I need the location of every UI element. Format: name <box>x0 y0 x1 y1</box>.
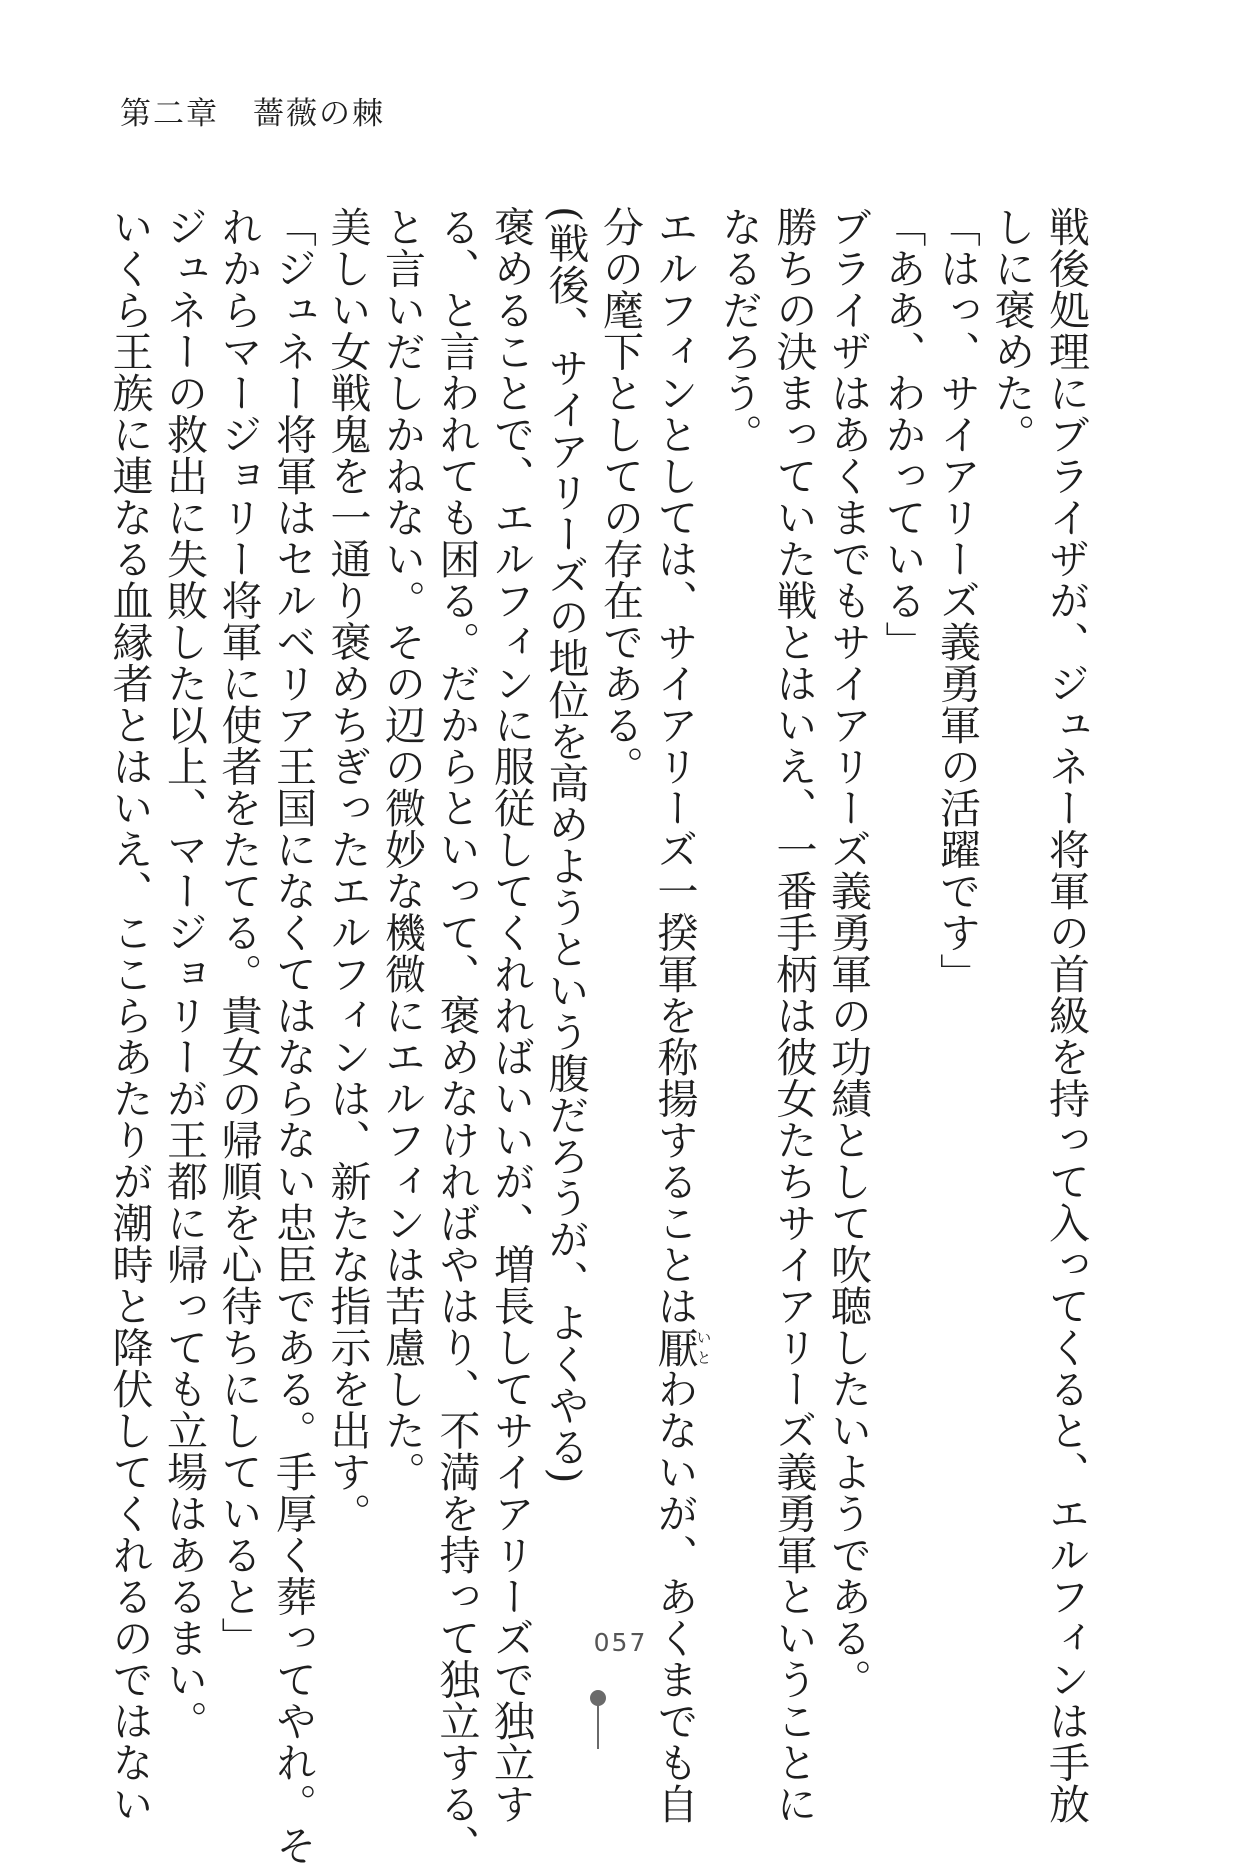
text-line-7: なるだろう。 <box>715 206 763 455</box>
ruby-word <box>650 1326 713 1369</box>
text-line-3: 「はっ、サイアリーズ義勇軍の活躍です」 <box>933 206 981 995</box>
text-line-18: いくら王族に連なる血縁者とはいえ、ここらあたりが潮時と降伏してくれるのではない <box>105 206 154 1825</box>
text-line-11: 褒めることで、エルフィンに服従してくれればいいが、増長してサイアリーズで独立す <box>487 206 535 1825</box>
ruby-line-after: わないが、あくまでも自 <box>650 1368 699 1825</box>
text-line-9: 分の麾下としての存在である。 <box>596 206 644 787</box>
chapter-header <box>120 88 385 133</box>
text-line-17: ジュネーの救出に失敗した以上、マージョリーが王都に帰っても立場はあるまい。 <box>160 206 208 1742</box>
text-line-1: 戦後処理にブライザが、ジュネー将軍の首級を持って入ってくると、エルフィンは手放 <box>1042 206 1090 1825</box>
chapter-number: 第二章 <box>120 96 219 132</box>
text-line-5: ブライザはあくまでもサイアリーズ義勇軍の功績として吹聴したいようである。 <box>824 206 872 1700</box>
text-line-6: 勝ちの決まっていた戦とはいえ、一番手柄は彼女たちサイアリーズ義勇軍ということに <box>769 206 818 1825</box>
text-line-8 <box>647 206 713 1825</box>
text-line-14: 美しい女戦鬼を一通り褒めちぎったエルフィンは、新たな指示を出す。 <box>323 206 372 1534</box>
text-line-15: 「ジュネー将軍はセルベリア王国になくてはならない忠臣である。手厚く葬ってやれ。そ <box>269 206 317 1866</box>
ruby-base: 厭 <box>650 1326 699 1368</box>
ruby-reading: いと <box>694 1326 713 1368</box>
page-number: 057 <box>593 1628 648 1657</box>
text-line-4: 「ああ、わかっている」 <box>878 206 927 663</box>
folio-marker-line <box>597 1704 599 1749</box>
text-line-16: れからマージョリー将軍に使者をたてる。貴女の帰順を心待ちにしていると」 <box>214 206 263 1659</box>
text-line-10: (戦後、サイアリーズの地位を高めようという腹だろうが、よくやる) <box>541 206 590 1484</box>
chapter-title: 薔薇の棘 <box>253 96 385 132</box>
text-line-13: と言いだしかねない。その辺の微妙な機微にエルフィンは苦慮した。 <box>378 206 426 1493</box>
ruby-line-before: エルフィンとしては、サイアリーズ一揆軍を称揚することは <box>650 206 699 1327</box>
text-line-2: しに褒めた。 <box>987 206 1036 455</box>
text-line-12: る、と言われても困る。だからといって、褒めなければやはり、不満を持って独立する、 <box>432 206 481 1866</box>
